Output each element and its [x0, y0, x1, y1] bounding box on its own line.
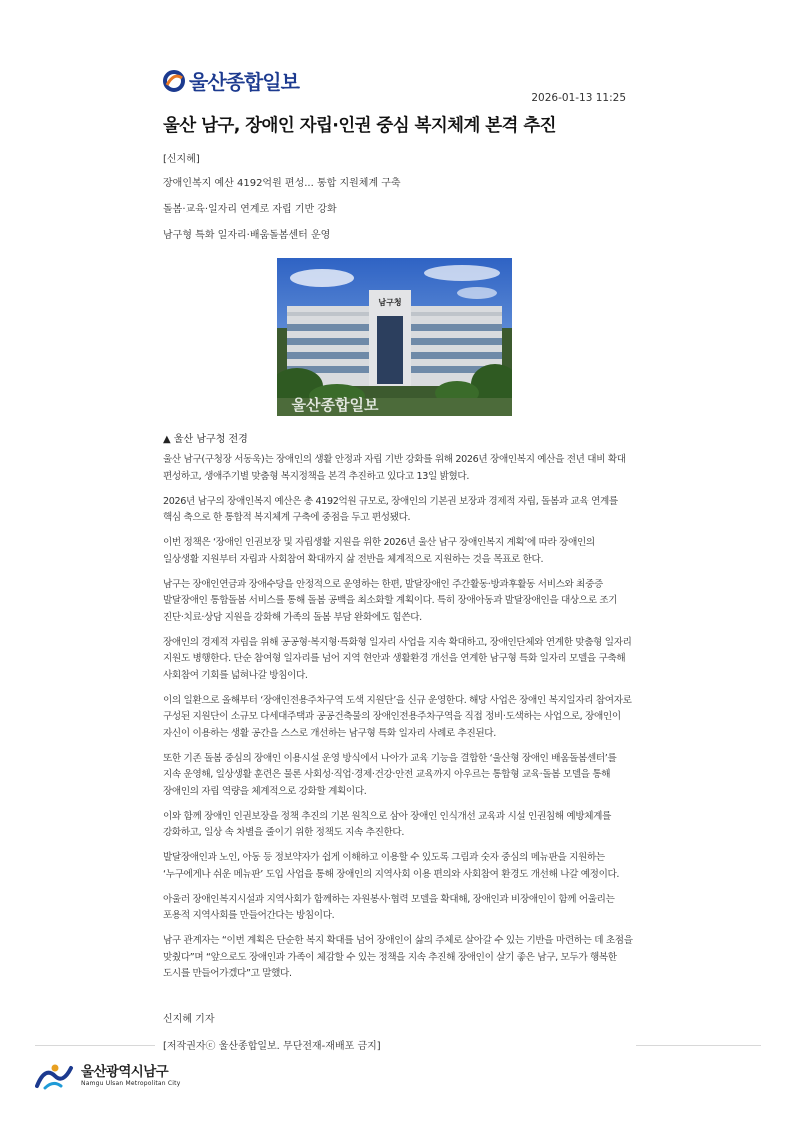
building-photo — [277, 258, 512, 416]
article-datetime: 2026-01-13 11:25 — [531, 92, 626, 104]
footer-divider-right — [636, 1045, 761, 1046]
footer-org-subtitle: Namgu Ulsan Metropolitan City — [81, 1080, 181, 1087]
paragraph: 아울러 장애인복지시설과 지역사회가 함께하는 자원봉사·협력 모델을 확대해, 장애인과 비장애인이 함께 어울리는 포용적 지역사회를 만들어간다는 방침이다. — [163, 893, 615, 921]
reporter-name: 신지혜 기자 — [163, 1014, 215, 1025]
paragraph: 이번 정책은 ‘장애인 인권보장 및 자립생활 지원을 위한 2026년 울산 남구 장애인복지 계획’에 따라 장애인의 일상생활 지원부터 자립과 사회참여 확대까지 삶 전반을 체계적으로 지원하는 것을 목표로 한다. — [163, 537, 595, 565]
masthead-title: 울산종합일보 — [189, 70, 299, 94]
paragraph: 장애인의 경제적 자립을 위해 공공형·복지형·특화형 일자리 사업을 지속 확대하고, 장애인단체와 연계한 맞춤형 일자리 지원도 병행한다. 단순 참여형 일자리를 넘어 지역 현안과 생활환경 개선을 연계한 남구형 특화 일자리 모델을 구축해 사회참여 기회를 넓혀나갈 방침이다. — [163, 636, 632, 681]
article-headline: 울산 남구, 장애인 자립·인권 중심 복지체계 본격 추진 — [163, 116, 556, 136]
masthead-logo[interactable] — [163, 66, 299, 95]
footer-divider-left — [35, 1045, 155, 1046]
paragraph: 발달장애인과 노인, 아동 등 정보약자가 쉽게 이해하고 이용할 수 있도록 그림과 숫자 중심의 메뉴판을 지원하는 ‘누구에게나 쉬운 메뉴판’ 도입 사업을 통해 장애인의 지역사회 이용 편의와 사회참여 환경도 개선해 나갈 예정이다. — [163, 852, 620, 880]
subheading: 돌봄·교육·일자리 연계로 자립 기반 강화 — [163, 204, 337, 215]
article-body — [163, 452, 633, 991]
paragraph: 2026년 남구의 장애인복지 예산은 총 4192억원 규모로, 장애인의 기본권 보장과 경제적 자립, 돌봄과 교육 연계를 핵심 축으로 한 통합적 복지체계 구축에 중점을 두고 편성됐다. — [163, 495, 618, 523]
paragraph: 이의 일환으로 올해부터 ‘장애인전용주차구역 도색 지원단’을 신규 운영한다. 해당 사업은 장애인 복지일자리 참여자로 구성된 지원단이 소규모 다세대주택과 공공건축물의 장애인전용주차구역을 직접 정비·도색하는 사업으로, 장애인이 자신이 이용하는 생활 공간을 스스로 개선하는 남구형 특화 일자리 사례로 추진된다. — [163, 694, 632, 739]
subheadings — [163, 174, 401, 252]
paragraph: 이와 함께 장애인 인권보장을 정책 추진의 기본 원칙으로 삼아 장애인 인식개선 교육과 시설 인권침해 예방체계를 강화하고, 일상 속 차별을 줄이기 위한 정책도 지속 추진한다. — [163, 810, 612, 838]
paragraph: 남구 관계자는 “이번 계획은 단순한 복지 확대를 넘어 장애인이 삶의 주체로 살아갈 수 있는 기반을 마련하는 데 초점을 맞췄다”며 “앞으로도 장애인과 가족이 체감할 수 있는 정책을 지속 추진해 장애인이 살기 좋은 남구, 모두가 행복한 도시를 만들어가겠다”고 말했다. — [163, 935, 633, 979]
copyright-notice: [저작권자ⓒ 울산종합일보. 무단전재-재배포 금지] — [163, 1041, 381, 1052]
photo-watermark: 울산종합일보 — [291, 396, 379, 414]
namgu-emblem-icon — [35, 1062, 75, 1090]
paragraph: 남구는 장애인연금과 장애수당을 안정적으로 운영하는 한편, 발달장애인 주간활동·방과후활동 서비스와 최중증 발달장애인 통합돌봄 서비스를 통해 돌봄 공백을 최소화할 계획이다. 특히 장애아동과 발달장애인을 대상으로 조기 진단·치료·상담 지원을 강화해 가족의 돌봄 부담 완화에도 힘쓴다. — [163, 578, 618, 623]
subheading: 남구형 특화 일자리·배움돌봄센터 운영 — [163, 230, 331, 241]
subheading: 장애인복지 예산 4192억원 편성... 통합 지원체계 구축 — [163, 178, 401, 189]
byline-tag: [신지혜] — [163, 154, 200, 165]
footer-org-logo[interactable] — [35, 1062, 180, 1090]
building-sign-text: 남구청 — [378, 298, 402, 307]
photo-caption: ▲ 울산 남구청 전경 — [163, 434, 248, 445]
footer-org-name: 울산광역시남구 — [81, 1064, 169, 1080]
article-photo — [277, 258, 512, 416]
paragraph: 울산 남구(구청장 서동욱)는 장애인의 생활 안정과 자립 기반 강화를 위해 2026년 장애인복지 예산을 전년 대비 확대 편성하고, 생애주기별 맞춤형 복지정책을 본격 추진하고 있다고 13일 밝혔다. — [163, 454, 626, 482]
newspaper-logo-icon — [163, 70, 185, 92]
paragraph: 또한 기존 돌봄 중심의 장애인 이용시설 운영 방식에서 나아가 교육 기능을 결합한 ‘울산형 장애인 배움돌봄센터’를 지속 운영해, 일상생활 훈련은 물론 사회성·직업·경제·건강·안전 교육까지 아우르는 통합형 교육·돌봄 모델을 통해 장애인의 자립 역량을 체계적으로 강화할 계획이다. — [163, 752, 617, 797]
